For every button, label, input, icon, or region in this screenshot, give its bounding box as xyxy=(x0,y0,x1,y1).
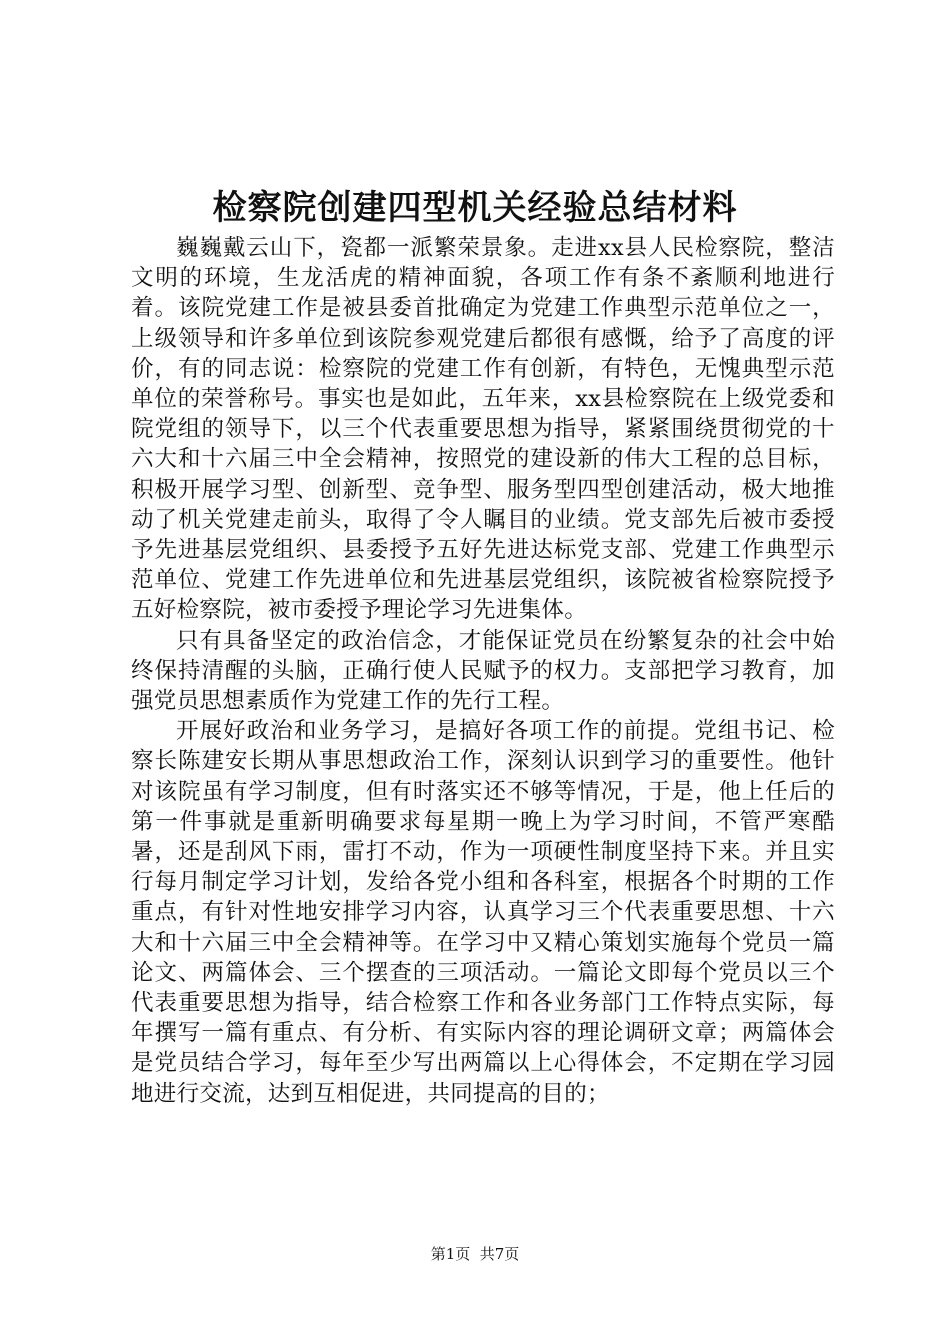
paragraph: 巍巍戴云山下，瓷都一派繁荣景象。走进xx县人民检察院，整洁文明的环境，生龙活虎的精神面貌，各项工作有条不紊顺利地进行着。该院党建工作是被县委首批确定为党建工作典型示范单位之一，上级领导和许多单位到该院参观党建后都很有感慨，给予了高度的评价，有的同志说：检察院的党建工作有创新，有特色，无愧典型示范单位的荣誉称号。事实也是如此，五年来，xx县检察院在上级党委和院党组的领导下，以三个代表重要思想为指导，紧紧围绕贯彻党的十六大和十六届三中全会精神，按照党的建设新的伟大工程的总目标，积极开展学习型、创新型、竞争型、服务型四型创建活动，极大地推动了机关党建走前头，取得了令人瞩目的业绩。党支部先后被市委授予先进基层党组织、县委授予五好先进达标党支部、党建工作典型示范单位、党建工作先进单位和先进基层党组织，该院被省检察院授予五好检察院，被市委授予理论学习先进集体。 xyxy=(131,235,835,624)
document-body xyxy=(131,233,835,1109)
paragraph: 开展好政治和业务学习，是搞好各项工作的前提。党组书记、检察长陈建安长期从事思想政治工作，深刻认识到学习的重要性。他针对该院虽有学习制度，但有时落实还不够等情况，于是，他上任后的第一件事就是重新明确要求每星期一晚上为学习时间，不管严寒酷暑，还是刮风下雨，雷打不动，作为一项硬性制度坚持下来。并且实行每月制定学习计划，发给各党小组和各科室，根据各个时期的工作重点，有针对性地安排学习内容，认真学习三个代表重要思想、十六大和十六届三中全会精神等。在学习中又精心策划实施每个党员一篇论文、两篇体会、三个摆查的三项活动。一篇论文即每个党员以三个代表重要思想为指导，结合检察工作和各业务部门工作特点实际，每年撰写一篇有重点、有分析、有实际内容的理论调研文章；两篇体会是党员结合学习，每年至少写出两篇以上心得体会，不定期在学习园地进行交流，达到互相促进，共同提高的目的； xyxy=(131,718,835,1107)
page-number: 第1页 共7页 xyxy=(430,1245,520,1263)
paragraph: 只有具备坚定的政治信念，才能保证党员在纷繁复杂的社会中始终保持清醒的头脑，正确行使人民赋予的权力。支部把学习教育，加强党员思想素质作为党建工作的先行工程。 xyxy=(131,627,835,715)
page-footer xyxy=(0,1244,950,1264)
document-title: 检察院创建四型机关经验总结材料 xyxy=(212,188,738,228)
